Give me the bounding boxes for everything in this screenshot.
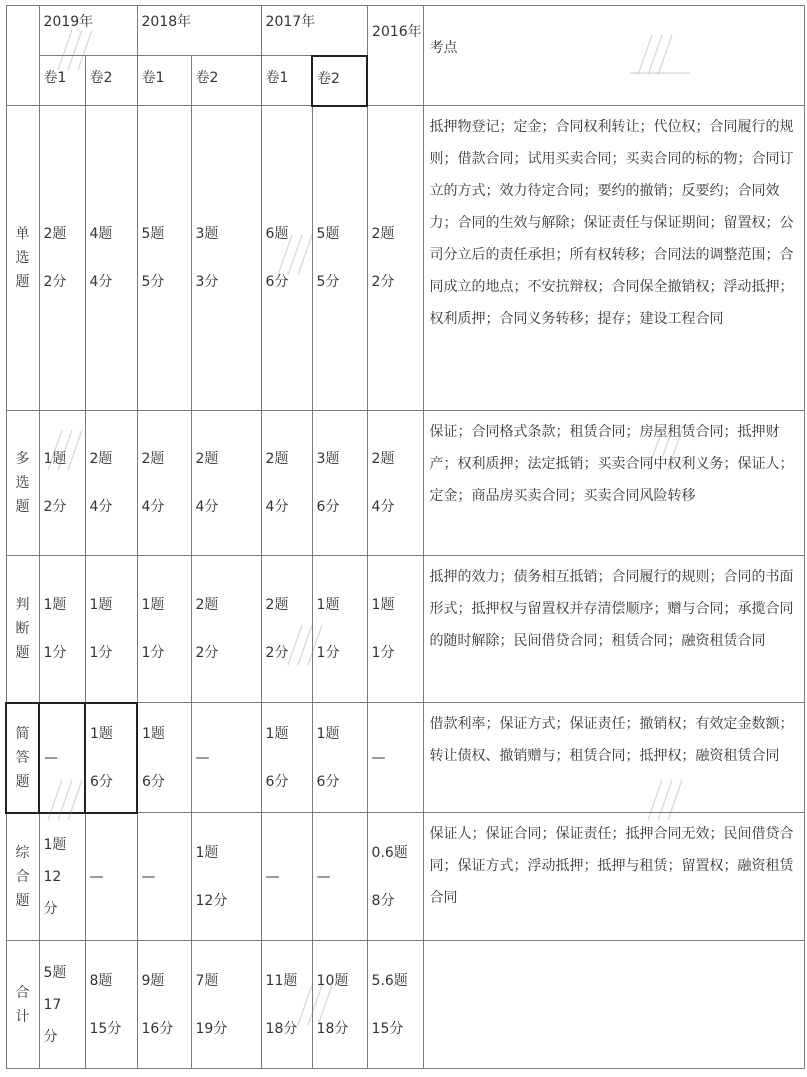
table-row (6, 556, 804, 703)
score-cell: 1题 6分 (261, 703, 312, 813)
header-2018: 2018年 (137, 6, 261, 56)
score-cell: — (85, 813, 137, 941)
table-row (6, 703, 804, 813)
header-2019-juan1: 卷1 (39, 56, 85, 106)
score-cell: 1题 1分 (137, 556, 191, 703)
score-cell: 1题 6分 (137, 703, 191, 813)
table-row (6, 411, 804, 556)
score-cell: 2题 2分 (367, 106, 423, 411)
score-cell: — (261, 813, 312, 941)
score-cell: 2题 4分 (261, 411, 312, 556)
score-cell: 2题 4分 (191, 411, 261, 556)
score-cell: 1题 12 分 (39, 813, 85, 941)
score-cell: — (367, 703, 423, 813)
header-2018-juan2: 卷2 (191, 56, 261, 106)
header-topics: 考点 (423, 6, 804, 106)
score-cell: 1题 2分 (39, 411, 85, 556)
score-cell: — (39, 703, 85, 813)
score-cell: 1题 6分 (312, 703, 367, 813)
table-row (6, 106, 804, 411)
score-cell: 2题 4分 (85, 411, 137, 556)
score-cell: 1题 12分 (191, 813, 261, 941)
score-cell: 2题 2分 (261, 556, 312, 703)
score-cell: 2题 2分 (39, 106, 85, 411)
row-label: 判断题 (6, 556, 39, 703)
topics-cell: 抵押的效力；债务相互抵销；合同履行的规则；合同的书面形式；抵押权与留置权并存清偿顺序；赠与合同；承揽合同的随时解除；民间借贷合同；租赁合同；融资租赁合同 (423, 556, 804, 703)
corner-cell (6, 6, 39, 106)
score-cell: — (191, 703, 261, 813)
score-cell: 2题 4分 (367, 411, 423, 556)
score-cell: 5题 5分 (312, 106, 367, 411)
header-2018-juan1: 卷1 (137, 56, 191, 106)
score-cell: 9题 16分 (137, 941, 191, 1069)
score-cell: 2题 2分 (191, 556, 261, 703)
score-cell: — (137, 813, 191, 941)
score-cell: 8题 15分 (85, 941, 137, 1069)
score-cell: 1题 1分 (85, 556, 137, 703)
topics-cell (423, 941, 804, 1069)
score-cell: 11题 18分 (261, 941, 312, 1069)
score-cell: 0.6题 8分 (367, 813, 423, 941)
header-2019-juan2: 卷2 (85, 56, 137, 106)
header-2017-juan2: 卷2 (312, 56, 367, 106)
score-cell: 10题 18分 (312, 941, 367, 1069)
row-label: 多选题 (6, 411, 39, 556)
score-cell: 3题 6分 (312, 411, 367, 556)
header-2017: 2017年 (261, 6, 367, 56)
score-cell: 1题 1分 (39, 556, 85, 703)
row-label: 单选题 (6, 106, 39, 411)
table-row (6, 813, 804, 941)
header-2016: 2016年 (367, 6, 423, 106)
table-row (6, 941, 804, 1069)
score-cell: 1题 1分 (367, 556, 423, 703)
score-cell: 6题 6分 (261, 106, 312, 411)
score-cell: 5题 17 分 (39, 941, 85, 1069)
score-cell: 3题 3分 (191, 106, 261, 411)
score-cell: 7题 19分 (191, 941, 261, 1069)
row-label: 合计 (6, 941, 39, 1069)
score-cell: 5.6题 15分 (367, 941, 423, 1069)
header-2019: 2019年 (39, 6, 137, 56)
score-cell: 4题 4分 (85, 106, 137, 411)
topics-cell: 借款利率；保证方式；保证责任；撤销权；有效定金数额；转让债权、撤销赠与；租赁合同；抵押权；融资租赁合同 (423, 703, 804, 813)
header-2017-juan1: 卷1 (261, 56, 312, 106)
score-cell: 2题 4分 (137, 411, 191, 556)
score-cell: 1题 1分 (312, 556, 367, 703)
score-cell: 5题 5分 (137, 106, 191, 411)
topics-cell: 保证；合同格式条款；租赁合同；房屋租赁合同；抵押财产；权利质押；法定抵销；买卖合同中权利义务；保证人；定金；商品房买卖合同；买卖合同风险转移 (423, 411, 804, 556)
row-label: 综合题 (6, 813, 39, 941)
score-cell: 1题 6分 (85, 703, 137, 813)
row-label: 简答题 (6, 703, 39, 813)
score-cell: — (312, 813, 367, 941)
topics-cell: 保证人；保证合同；保证责任；抵押合同无效；民间借贷合同；保证方式；浮动抵押；抵押与租赁；留置权；融资租赁合同 (423, 813, 804, 941)
topics-cell: 抵押物登记；定金；合同权利转让；代位权；合同履行的规则；借款合同；试用买卖合同；买卖合同的标的物；合同订立的方式；效力待定合同；要约的撤销；反要约；合同效力；合同的生效与解除；保证责任与保证期间；留置权；公司分立后的责任承担；所有权转移；合同法的调整范围；合同成立的地点；不安抗辩权；合同保全撤销权；浮动抵押；权利质押；合同义务转移；提存；建设工程合同 (423, 106, 804, 411)
exam-score-table (5, 5, 805, 1069)
